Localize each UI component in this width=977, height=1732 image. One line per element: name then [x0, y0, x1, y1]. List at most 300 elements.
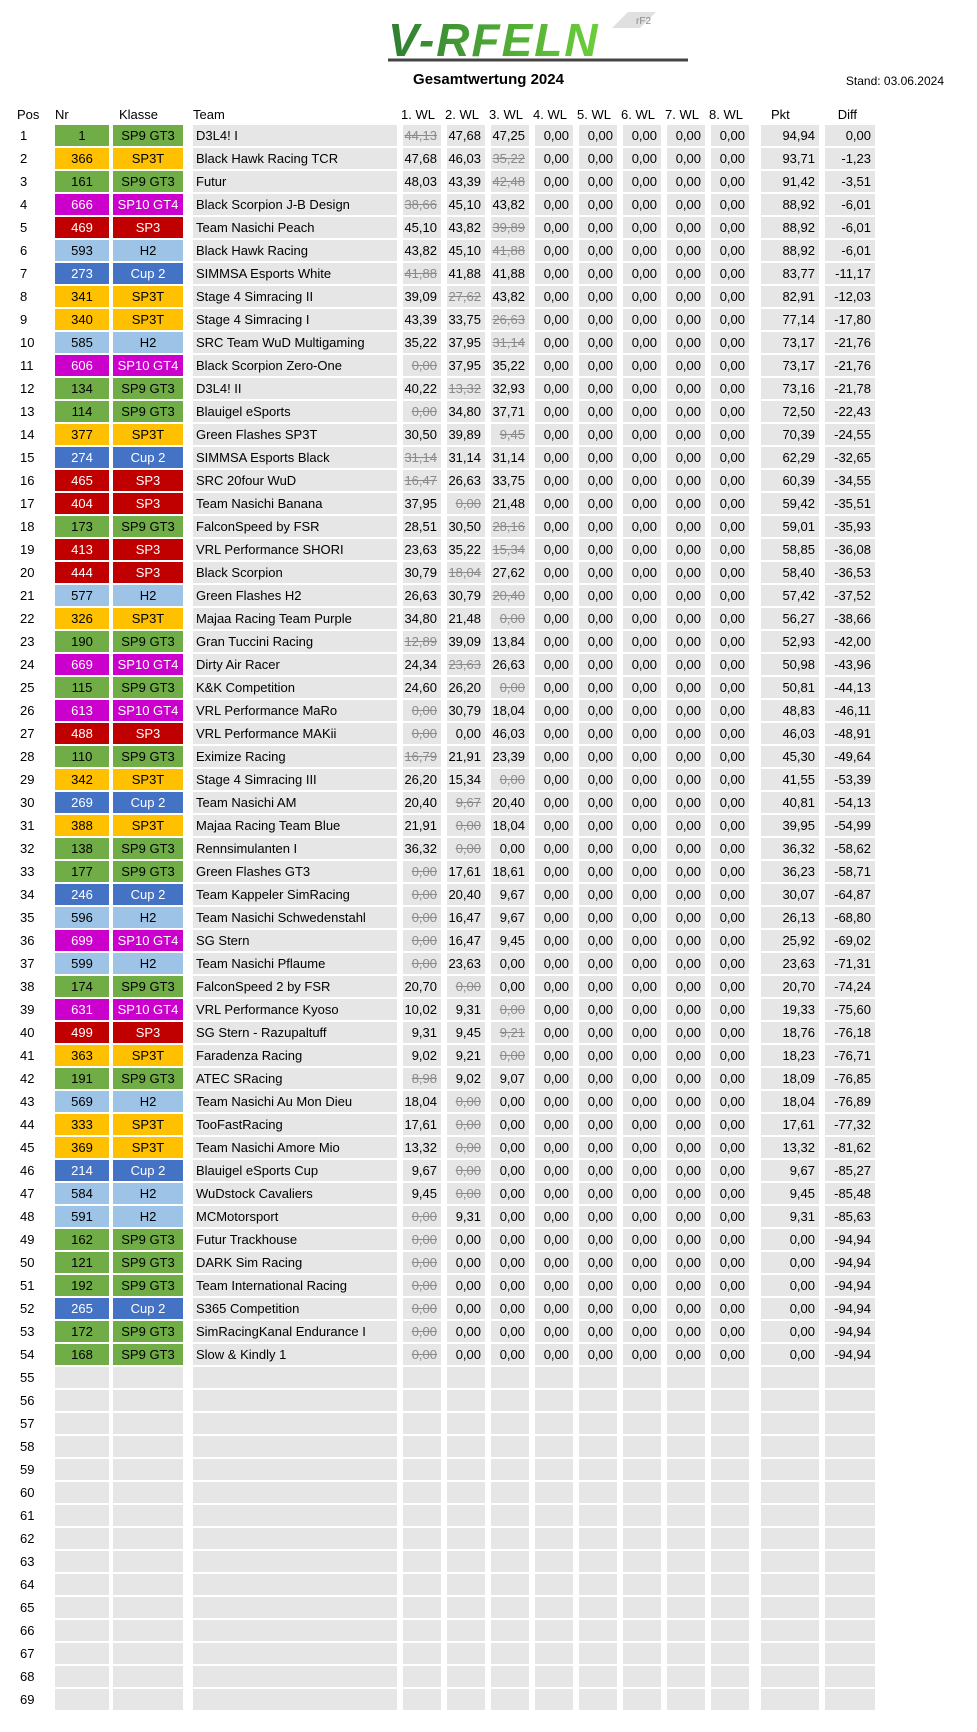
row-team: SIMMSA Esports Black: [193, 447, 397, 468]
row-wl6: 0,00: [623, 884, 661, 905]
row-wl2: [447, 1436, 485, 1457]
row-wl6: 0,00: [623, 861, 661, 882]
row-nr: [55, 1482, 109, 1503]
row-nr: 168: [55, 1344, 109, 1365]
row-team: [193, 1367, 397, 1388]
row-wl3: 27,62: [491, 562, 529, 583]
table-row: [15, 286, 875, 307]
row-pkt: 73,17: [761, 332, 819, 353]
row-wl5: 0,00: [579, 1321, 617, 1342]
row-wl2: 45,10: [447, 240, 485, 261]
row-wl1: 24,60: [403, 677, 441, 698]
row-wl3: 0,00: [491, 976, 529, 997]
row-wl3: 26,63: [491, 654, 529, 675]
row-wl3: 37,71: [491, 401, 529, 422]
row-pos: 54: [20, 1347, 35, 1362]
row-team: Team Nasichi Banana: [193, 493, 397, 514]
row-wl1: 44,13: [403, 125, 441, 146]
row-nr: 465: [55, 470, 109, 491]
row-wl3: 0,00: [491, 1045, 529, 1066]
row-diff: 0,00: [825, 125, 875, 146]
row-wl1: 16,79: [403, 746, 441, 767]
row-wl8: 0,00: [711, 838, 749, 859]
row-klasse: SP9 GT3: [113, 1252, 183, 1273]
table-row: [15, 562, 875, 583]
row-wl6: 0,00: [623, 286, 661, 307]
row-team: [193, 1436, 397, 1457]
row-team: ATEC SRacing: [193, 1068, 397, 1089]
row-pos: 8: [20, 289, 28, 304]
row-pos: 5: [20, 220, 28, 235]
row-wl2: 34,80: [447, 401, 485, 422]
row-wl6: 0,00: [623, 677, 661, 698]
row-wl5: 0,00: [579, 631, 617, 652]
row-pos: 66: [20, 1623, 35, 1638]
row-klasse: SP10 GT4: [113, 355, 183, 376]
row-wl1: 43,82: [403, 240, 441, 261]
table-row: [15, 263, 875, 284]
row-wl7: [667, 1574, 705, 1595]
row-wl2: 0,00: [447, 723, 485, 744]
row-wl6: 0,00: [623, 516, 661, 537]
row-wl8: 0,00: [711, 1091, 749, 1112]
row-wl7: 0,00: [667, 493, 705, 514]
row-diff: -1,23: [825, 148, 875, 169]
row-nr: 333: [55, 1114, 109, 1135]
row-wl4: 0,00: [535, 562, 573, 583]
row-wl3: [491, 1666, 529, 1687]
row-klasse: H2: [113, 240, 183, 261]
row-wl2: 18,04: [447, 562, 485, 583]
row-wl5: 0,00: [579, 1252, 617, 1273]
row-wl1: 0,00: [403, 907, 441, 928]
row-nr: 214: [55, 1160, 109, 1181]
row-wl2: 0,00: [447, 1183, 485, 1204]
row-pkt: 20,70: [761, 976, 819, 997]
row-pkt: 58,40: [761, 562, 819, 583]
table-row: [15, 1436, 875, 1457]
row-wl7: [667, 1367, 705, 1388]
table-row: [15, 1689, 875, 1710]
row-diff: -75,60: [825, 999, 875, 1020]
row-team: Team Nasichi Peach: [193, 217, 397, 238]
row-pkt: 0,00: [761, 1252, 819, 1273]
row-wl6: 0,00: [623, 309, 661, 330]
row-wl6: 0,00: [623, 171, 661, 192]
row-wl7: 0,00: [667, 217, 705, 238]
row-wl1: [403, 1597, 441, 1618]
row-wl4: 0,00: [535, 930, 573, 951]
row-klasse: [113, 1597, 183, 1618]
row-wl4: 0,00: [535, 631, 573, 652]
table-row: [15, 1183, 875, 1204]
row-wl7: [667, 1666, 705, 1687]
row-wl3: 0,00: [491, 838, 529, 859]
row-wl5: [579, 1436, 617, 1457]
row-wl5: 0,00: [579, 746, 617, 767]
stand-date: Stand: 03.06.2024: [845, 74, 944, 88]
row-wl1: [403, 1390, 441, 1411]
row-pos: 35: [20, 910, 35, 925]
row-wl6: [623, 1459, 661, 1480]
row-wl7: 0,00: [667, 953, 705, 974]
row-diff: -32,65: [825, 447, 875, 468]
col-nr: Nr: [55, 106, 69, 122]
table-row: [15, 1551, 875, 1572]
row-wl6: 0,00: [623, 447, 661, 468]
table-row: [15, 1413, 875, 1434]
table-row: [15, 792, 875, 813]
row-wl2: 30,79: [447, 700, 485, 721]
row-klasse: H2: [113, 1183, 183, 1204]
row-klasse: SP9 GT3: [113, 1275, 183, 1296]
row-wl4: 0,00: [535, 608, 573, 629]
row-wl3: [491, 1459, 529, 1480]
row-wl3: 0,00: [491, 1298, 529, 1319]
row-wl6: 0,00: [623, 1344, 661, 1365]
row-klasse: SP3: [113, 470, 183, 491]
row-wl5: [579, 1689, 617, 1710]
row-wl3: 9,45: [491, 930, 529, 951]
row-wl8: 0,00: [711, 1137, 749, 1158]
row-pkt: 0,00: [761, 1229, 819, 1250]
row-wl6: 0,00: [623, 217, 661, 238]
row-wl8: 0,00: [711, 378, 749, 399]
row-wl1: 28,51: [403, 516, 441, 537]
row-pkt: [761, 1367, 819, 1388]
table-row: [15, 1091, 875, 1112]
row-diff: [825, 1643, 875, 1664]
row-wl6: 0,00: [623, 194, 661, 215]
row-team: [193, 1551, 397, 1572]
row-wl5: 0,00: [579, 1229, 617, 1250]
row-diff: -6,01: [825, 217, 875, 238]
row-wl8: [711, 1505, 749, 1526]
row-nr: 488: [55, 723, 109, 744]
row-wl5: 0,00: [579, 562, 617, 583]
row-klasse: H2: [113, 585, 183, 606]
table-row: [15, 1620, 875, 1641]
row-pkt: 93,71: [761, 148, 819, 169]
row-wl5: 0,00: [579, 1298, 617, 1319]
row-diff: -21,76: [825, 355, 875, 376]
row-wl3: 0,00: [491, 1206, 529, 1227]
row-wl2: [447, 1597, 485, 1618]
row-team: [193, 1459, 397, 1480]
row-team: Stage 4 Simracing II: [193, 286, 397, 307]
row-wl4: 0,00: [535, 309, 573, 330]
row-klasse: [113, 1528, 183, 1549]
row-diff: -69,02: [825, 930, 875, 951]
row-wl2: 0,00: [447, 1344, 485, 1365]
table-row: [15, 1206, 875, 1227]
row-wl7: 0,00: [667, 1160, 705, 1181]
row-diff: [825, 1413, 875, 1434]
table-row: [15, 1666, 875, 1687]
row-wl7: 0,00: [667, 723, 705, 744]
row-wl4: 0,00: [535, 1160, 573, 1181]
row-wl7: 0,00: [667, 171, 705, 192]
row-nr: 631: [55, 999, 109, 1020]
row-klasse: SP10 GT4: [113, 700, 183, 721]
row-nr: 1: [55, 125, 109, 146]
row-klasse: [113, 1666, 183, 1687]
row-wl3: 18,04: [491, 700, 529, 721]
row-pos: 56: [20, 1393, 35, 1408]
row-diff: -3,51: [825, 171, 875, 192]
row-wl2: 46,03: [447, 148, 485, 169]
table-row: [15, 470, 875, 491]
row-pos: 9: [20, 312, 28, 327]
table-row: [15, 539, 875, 560]
row-wl2: 30,79: [447, 585, 485, 606]
row-wl5: [579, 1643, 617, 1664]
row-wl3: 46,03: [491, 723, 529, 744]
row-klasse: SP9 GT3: [113, 1068, 183, 1089]
row-wl6: 0,00: [623, 148, 661, 169]
row-klasse: SP10 GT4: [113, 999, 183, 1020]
row-wl6: 0,00: [623, 1229, 661, 1250]
row-pos: 2: [20, 151, 28, 166]
row-nr: 585: [55, 332, 109, 353]
row-diff: [825, 1666, 875, 1687]
row-pkt: 0,00: [761, 1275, 819, 1296]
row-wl5: 0,00: [579, 930, 617, 951]
row-klasse: [113, 1367, 183, 1388]
col-diff: Diff: [837, 106, 857, 122]
row-pos: 23: [20, 634, 35, 649]
row-wl4: 0,00: [535, 1298, 573, 1319]
row-wl8: 0,00: [711, 585, 749, 606]
row-pkt: [761, 1597, 819, 1618]
row-wl8: [711, 1390, 749, 1411]
row-pkt: 13,32: [761, 1137, 819, 1158]
row-pkt: 46,03: [761, 723, 819, 744]
row-pos: 38: [20, 979, 35, 994]
row-team: D3L4! I: [193, 125, 397, 146]
row-pos: 53: [20, 1324, 35, 1339]
row-pos: 41: [20, 1048, 35, 1063]
row-wl6: 0,00: [623, 125, 661, 146]
row-pos: 57: [20, 1416, 35, 1431]
table-row: [15, 217, 875, 238]
row-diff: [825, 1482, 875, 1503]
row-wl5: 0,00: [579, 1022, 617, 1043]
row-nr: 190: [55, 631, 109, 652]
row-diff: -17,80: [825, 309, 875, 330]
row-wl5: 0,00: [579, 1045, 617, 1066]
row-wl1: 0,00: [403, 884, 441, 905]
row-wl4: 0,00: [535, 424, 573, 445]
row-wl3: 0,00: [491, 1137, 529, 1158]
row-wl4: 0,00: [535, 516, 573, 537]
row-pkt: [761, 1574, 819, 1595]
row-diff: [825, 1528, 875, 1549]
row-nr: 246: [55, 884, 109, 905]
row-nr: 326: [55, 608, 109, 629]
row-pkt: 18,23: [761, 1045, 819, 1066]
row-wl7: [667, 1597, 705, 1618]
row-nr: 341: [55, 286, 109, 307]
row-wl5: [579, 1459, 617, 1480]
row-wl4: 0,00: [535, 1206, 573, 1227]
row-wl5: [579, 1367, 617, 1388]
row-pkt: 83,77: [761, 263, 819, 284]
row-team: [193, 1528, 397, 1549]
row-wl8: 0,00: [711, 1160, 749, 1181]
row-wl4: [535, 1666, 573, 1687]
row-wl4: 0,00: [535, 1022, 573, 1043]
row-pos: 25: [20, 680, 35, 695]
row-wl2: 9,02: [447, 1068, 485, 1089]
standings-table: [15, 103, 875, 1712]
row-wl6: 0,00: [623, 1183, 661, 1204]
table-row: [15, 999, 875, 1020]
row-team: [193, 1666, 397, 1687]
row-wl4: 0,00: [535, 447, 573, 468]
row-wl2: [447, 1413, 485, 1434]
row-wl8: [711, 1620, 749, 1641]
row-team: D3L4! II: [193, 378, 397, 399]
row-wl5: [579, 1666, 617, 1687]
row-wl6: 0,00: [623, 240, 661, 261]
table-row: [15, 1114, 875, 1135]
row-klasse: Cup 2: [113, 263, 183, 284]
table-row: [15, 447, 875, 468]
row-team: Majaa Racing Team Purple: [193, 608, 397, 629]
row-pos: 1: [20, 128, 28, 143]
vrfeln-logo: [388, 8, 698, 64]
row-wl7: 0,00: [667, 378, 705, 399]
row-wl5: 0,00: [579, 976, 617, 997]
row-team: MCMotorsport: [193, 1206, 397, 1227]
row-pkt: 56,27: [761, 608, 819, 629]
row-wl5: 0,00: [579, 1068, 617, 1089]
row-nr: [55, 1367, 109, 1388]
row-nr: [55, 1597, 109, 1618]
row-pkt: 88,92: [761, 240, 819, 261]
row-wl3: 13,84: [491, 631, 529, 652]
row-wl8: 0,00: [711, 1344, 749, 1365]
row-wl8: 0,00: [711, 470, 749, 491]
row-klasse: H2: [113, 1206, 183, 1227]
row-pkt: 57,42: [761, 585, 819, 606]
row-klasse: SP9 GT3: [113, 861, 183, 882]
row-wl7: 0,00: [667, 907, 705, 928]
row-wl3: 47,25: [491, 125, 529, 146]
row-wl6: 0,00: [623, 631, 661, 652]
row-wl3: 0,00: [491, 953, 529, 974]
row-klasse: SP9 GT3: [113, 125, 183, 146]
row-klasse: [113, 1574, 183, 1595]
row-wl7: 0,00: [667, 792, 705, 813]
table-header: [15, 105, 875, 123]
row-diff: -94,94: [825, 1344, 875, 1365]
row-wl6: [623, 1367, 661, 1388]
row-wl4: 0,00: [535, 654, 573, 675]
row-team: Team Kappeler SimRacing: [193, 884, 397, 905]
row-wl8: 0,00: [711, 1206, 749, 1227]
row-wl1: 41,88: [403, 263, 441, 284]
row-diff: -22,43: [825, 401, 875, 422]
row-wl3: 35,22: [491, 148, 529, 169]
row-diff: -11,17: [825, 263, 875, 284]
row-nr: 584: [55, 1183, 109, 1204]
row-wl8: 0,00: [711, 953, 749, 974]
row-pkt: 52,93: [761, 631, 819, 652]
row-pos: 11: [20, 358, 34, 373]
row-wl3: [491, 1643, 529, 1664]
row-wl3: [491, 1413, 529, 1434]
table-row: [15, 332, 875, 353]
row-wl6: 0,00: [623, 493, 661, 514]
row-wl5: 0,00: [579, 263, 617, 284]
row-pos: 32: [20, 841, 35, 856]
row-diff: -53,39: [825, 769, 875, 790]
row-wl2: 15,34: [447, 769, 485, 790]
row-pkt: 9,45: [761, 1183, 819, 1204]
table-row: [15, 1528, 875, 1549]
row-pkt: [761, 1436, 819, 1457]
row-wl6: 0,00: [623, 907, 661, 928]
row-nr: [55, 1666, 109, 1687]
row-wl7: 0,00: [667, 286, 705, 307]
row-wl5: 0,00: [579, 1275, 617, 1296]
row-pkt: [761, 1551, 819, 1572]
row-wl1: 0,00: [403, 1252, 441, 1273]
row-team: SG Stern: [193, 930, 397, 951]
row-wl6: 0,00: [623, 838, 661, 859]
table-row: [15, 309, 875, 330]
row-diff: -24,55: [825, 424, 875, 445]
row-wl8: 0,00: [711, 884, 749, 905]
row-wl5: 0,00: [579, 677, 617, 698]
row-wl2: [447, 1551, 485, 1572]
row-wl7: 0,00: [667, 516, 705, 537]
row-nr: 413: [55, 539, 109, 560]
row-team: Rennsimulanten I: [193, 838, 397, 859]
row-wl2: 0,00: [447, 1252, 485, 1273]
row-nr: 173: [55, 516, 109, 537]
row-wl6: [623, 1574, 661, 1595]
row-wl1: 47,68: [403, 148, 441, 169]
row-pkt: 17,61: [761, 1114, 819, 1135]
row-pos: 48: [20, 1209, 35, 1224]
row-nr: [55, 1390, 109, 1411]
row-wl1: 30,50: [403, 424, 441, 445]
row-pkt: [761, 1528, 819, 1549]
row-wl3: 43,82: [491, 286, 529, 307]
row-wl3: [491, 1505, 529, 1526]
row-wl8: 0,00: [711, 355, 749, 376]
row-wl8: 0,00: [711, 1068, 749, 1089]
table-row: [15, 746, 875, 767]
row-wl6: [623, 1505, 661, 1526]
row-nr: 191: [55, 1068, 109, 1089]
row-team: FalconSpeed 2 by FSR: [193, 976, 397, 997]
row-diff: -38,66: [825, 608, 875, 629]
row-diff: -76,18: [825, 1022, 875, 1043]
row-wl4: 0,00: [535, 1275, 573, 1296]
row-wl3: 9,45: [491, 424, 529, 445]
row-wl8: 0,00: [711, 309, 749, 330]
row-wl2: 39,09: [447, 631, 485, 652]
row-wl7: 0,00: [667, 1183, 705, 1204]
col-wl5: 5. WL: [577, 106, 611, 122]
row-klasse: [113, 1436, 183, 1457]
row-pkt: 9,67: [761, 1160, 819, 1181]
logo-wordmark: V-RFELN: [388, 14, 600, 64]
